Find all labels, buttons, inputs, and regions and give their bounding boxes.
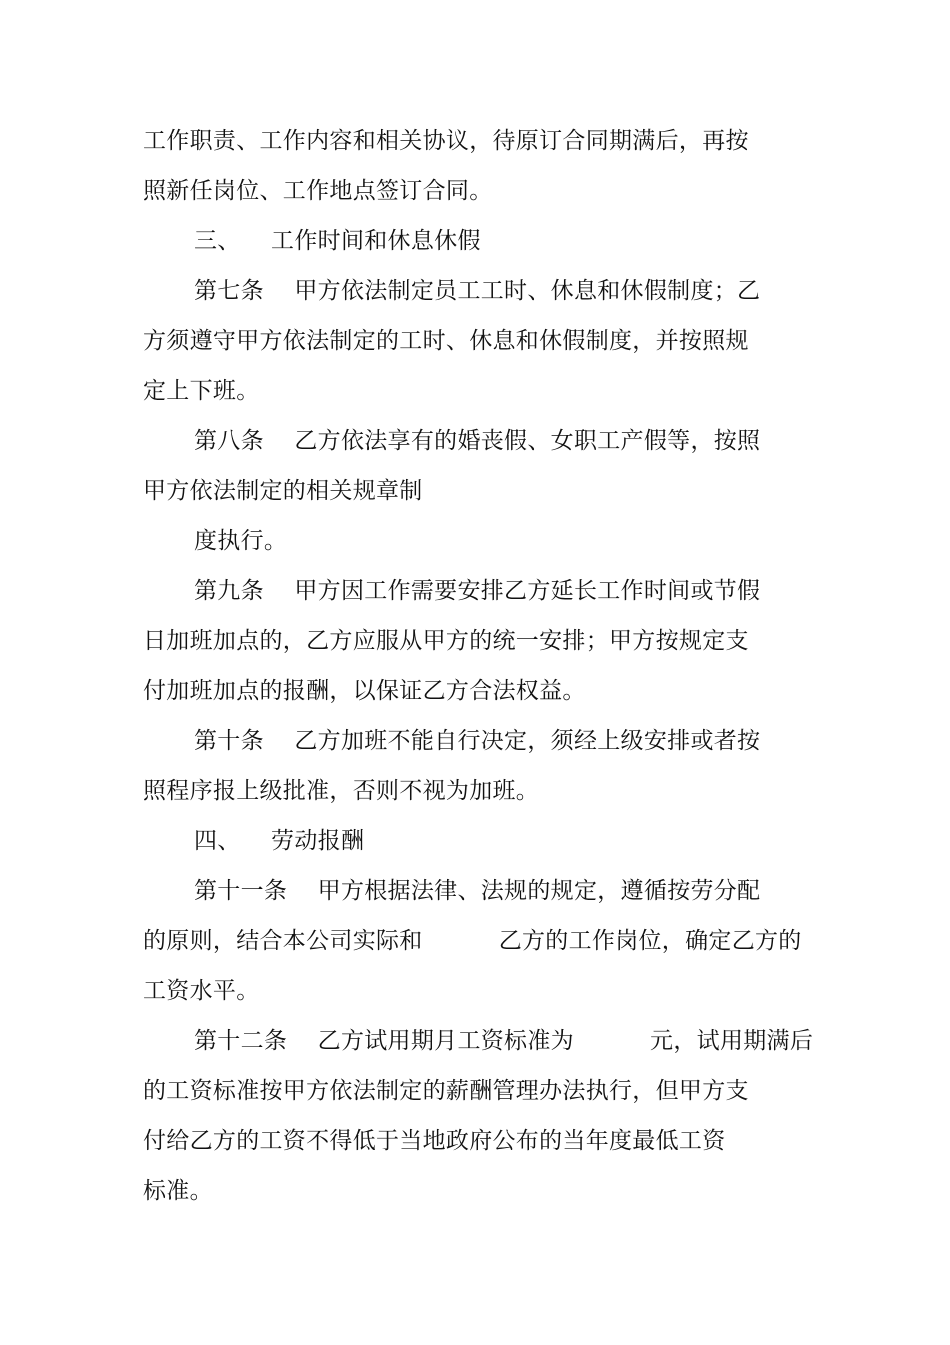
text-line: 第十二条 乙方试用期月工资标准为 元，试用期满后 <box>194 1028 814 1054</box>
section-heading: 四、 劳动报酬 <box>194 828 365 854</box>
text-line: 方须遵守甲方依法制定的工时、休息和休假制度，并按照规 <box>143 328 749 354</box>
text-line: 第八条 乙方依法享有的婚丧假、女职工产假等，按照 <box>194 428 761 454</box>
text-line: 工资水平。 <box>143 978 260 1004</box>
text-line: 第十一条 甲方根据法律、法规的规定，遵循按劳分配 <box>194 878 761 904</box>
text-line: 工作职责、工作内容和相关协议，待原订合同期满后，再按 <box>143 128 749 154</box>
text-line: 定上下班。 <box>143 378 260 404</box>
text-line: 第七条 甲方依法制定员工工时、休息和休假制度；乙 <box>194 278 761 304</box>
section-heading: 三、 工作时间和休息休假 <box>194 228 481 254</box>
text-line: 日加班加点的，乙方应服从甲方的统一安排；甲方按规定支 <box>143 628 749 654</box>
text-line: 付加班加点的报酬，以保证乙方合法权益。 <box>143 678 586 704</box>
text-line: 照程序报上级批准，否则不视为加班。 <box>143 778 540 804</box>
text-line: 的原则，结合本公司实际和 乙方的工作岗位，确定乙方的 <box>143 928 802 954</box>
text-line: 第九条 甲方因工作需要安排乙方延长工作时间或节假 <box>194 578 761 604</box>
text-line: 度执行。 <box>194 528 288 554</box>
text-line: 的工资标准按甲方依法制定的薪酬管理办法执行，但甲方支 <box>143 1078 749 1104</box>
text-line: 甲方依法制定的相关规章制 <box>143 478 423 504</box>
text-line: 付给乙方的工资不得低于当地政府公布的当年度最低工资 <box>143 1128 726 1154</box>
text-line: 标准。 <box>143 1178 213 1204</box>
text-line: 照新任岗位、工作地点签订合同。 <box>143 178 493 204</box>
text-line: 第十条 乙方加班不能自行决定，须经上级安排或者按 <box>194 728 761 754</box>
